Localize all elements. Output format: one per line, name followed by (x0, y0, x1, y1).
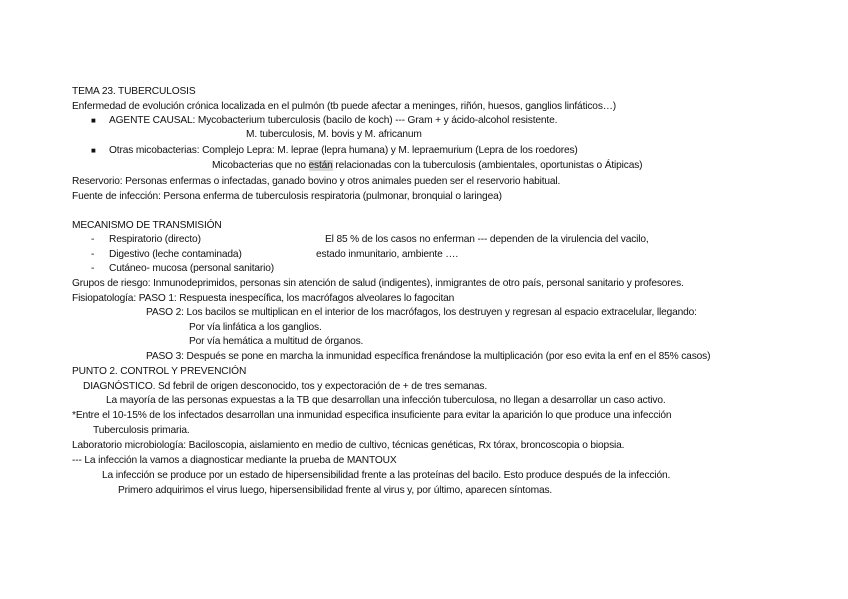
doc-line: La mayoría de las personas expuestas a la TB que desarrollan una infección tuberculosa, no llegan a desarrollar un caso activo. (106, 395, 666, 406)
doc-line: --- La infección la vamos a diagnosticar mediante la prueba de MANTOUX (72, 455, 397, 466)
doc-line: estado inmunitario, ambiente …. (316, 249, 459, 260)
section-heading: PUNTO 2. CONTROL Y PREVENCIÓN (72, 366, 247, 377)
doc-line: PASO 2: Los bacilos se multiplican en el interior de los macrófagos, los destruyen y regresan al espacio extracelular, llegando: (146, 307, 697, 318)
doc-line: Grupos de riesgo: Inmunodeprimidos, personas sin atención de salud (indigentes), inmigrantes de otro país, personal sanitario y profesores. (72, 278, 684, 289)
doc-text: relacionadas con la tuberculosis (ambientales, oportunistas o Átipicas) (332, 160, 643, 171)
doc-line: Laboratorio microbiología: Baciloscopia, aislamiento en medio de cultivo, técnicas genéticas, Rx tórax, broncoscopia o biopsia. (72, 440, 625, 451)
doc-line: Tuberculosis primaria. (93, 425, 190, 436)
dash-bullet: - (91, 249, 95, 260)
doc-line: Fuente de infección: Persona enferma de tuberculosis respiratoria (pulmonar, bronquial o laringea) (72, 191, 502, 202)
doc-line: DIAGNÓSTICO. Sd febril de origen desconocido, tos y expectoración de + de tres semanas. (83, 381, 487, 392)
doc-line: Por vía linfática a los ganglios. (189, 322, 322, 333)
doc-line: Enfermedad de evolución crónica localizada en el pulmón (tb puede afectar a meninges, riñón, huesos, ganglios linfáticos…) (72, 101, 617, 112)
doc-line: Cutáneo- mucosa (personal sanitario) (109, 263, 275, 274)
dash-bullet: - (91, 234, 95, 245)
doc-line: Otras micobacterias: Complejo Lepra: M. leprae (lepra humana) y M. lepraemurium (Lepra de los roedores) (109, 145, 578, 156)
doc-line: Respiratorio (directo) (109, 234, 201, 245)
doc-line: Fisiopatología: PASO 1: Respuesta inespecífica, los macrófagos alveolares lo fagocitan (72, 293, 455, 304)
doc-line: PASO 3: Después se pone en marcha la inmunidad específica frenándose la multiplicación (por eso evita la enf en el 85% casos) (146, 351, 711, 362)
doc-line: Por vía hemática a multitud de órganos. (189, 336, 364, 347)
highlighted-word: están (308, 160, 333, 171)
doc-line: El 85 % de los casos no enferman --- dependen de la virulencia del vacilo, (325, 234, 649, 245)
section-heading: MECANISMO DE TRANSMISIÓN (72, 220, 222, 231)
doc-line: AGENTE CAUSAL: Mycobacterium tuberculosis (bacilo de koch) --- Gram + y ácido-alcohol resistente. (109, 115, 558, 126)
doc-line: M. tuberculosis, M. bovis y M. africanum (246, 129, 422, 140)
dash-bullet: - (91, 263, 95, 274)
doc-line: Primero adquirimos el virus luego, hipersensibilidad frente al virus y, por último, aparecen síntomas. (118, 485, 553, 496)
doc-line: *Entre el 10-15% de los infectados desarrollan una inmunidad especifica insuficiente para evitar la aparición lo que produce una infección (72, 410, 672, 421)
doc-line: Digestivo (leche contaminada) (109, 249, 242, 260)
square-bullet-icon: ■ (91, 116, 96, 125)
doc-text: Micobacterias que no (212, 160, 309, 171)
doc-line: La infección se produce por un estado de hipersensibilidad frente a las proteínas del bacilo. Esto produce después de la infección. (102, 470, 671, 481)
square-bullet-icon: ■ (91, 146, 96, 155)
doc-line: Reservorio: Personas enfermas o infectadas, ganado bovino y otros animales pueden ser el reservorio habitual. (72, 176, 561, 187)
doc-line (212, 159, 642, 173)
doc-title: TEMA 23. TUBERCULOSIS (72, 86, 196, 97)
